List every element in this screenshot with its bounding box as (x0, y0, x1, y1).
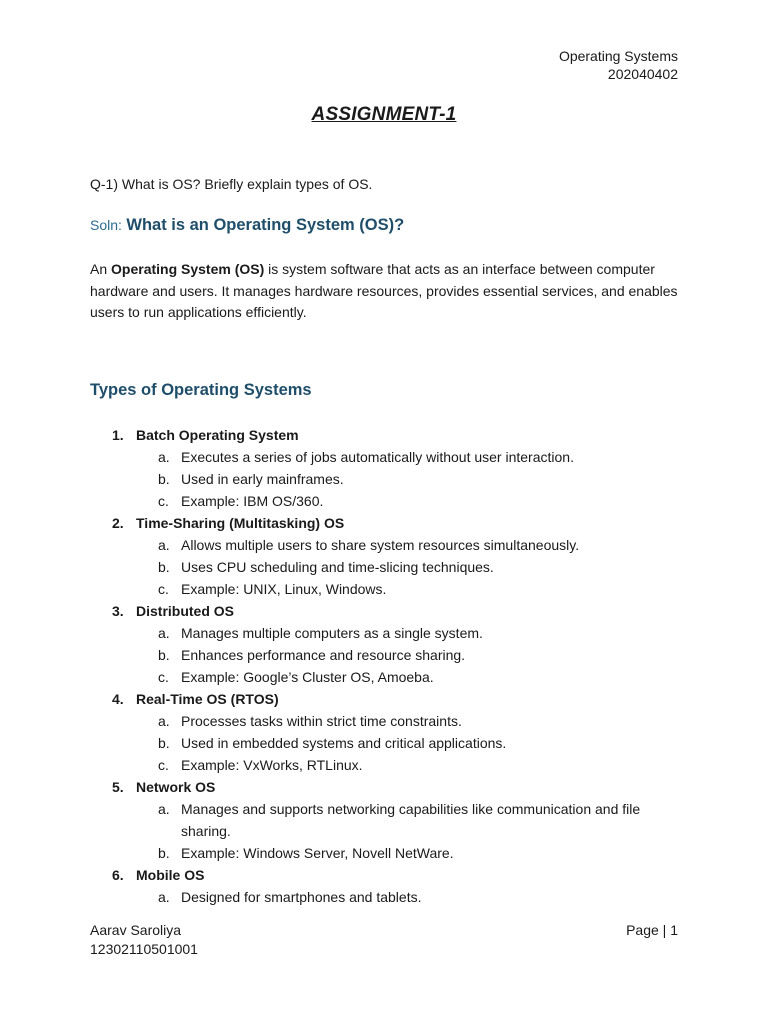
point-text: Executes a series of jobs automatically without user interaction. (181, 449, 574, 465)
point-text: Example: Google’s Cluster OS, Amoeba. (181, 669, 434, 685)
types-heading: Types of Operating Systems (90, 381, 312, 399)
os-type-title (90, 424, 690, 446)
header-subject: Operating Systems (558, 48, 678, 64)
os-type-name: Batch Operating System (136, 427, 299, 443)
os-type-title (90, 776, 690, 798)
os-type-number: 6. (112, 867, 124, 883)
point-letter: a. (158, 889, 170, 905)
question-text: Q-1) What is OS? Briefly explain types of OS. (90, 176, 373, 192)
os-type-title (90, 512, 690, 534)
point-letter: a. (158, 537, 170, 553)
list-item (90, 864, 690, 908)
os-type-point (90, 710, 690, 732)
intro-term: Operating System (OS) (111, 261, 265, 277)
point-text: Used in early mainframes. (181, 471, 344, 487)
point-text: Manages multiple computers as a single system. (181, 625, 483, 641)
point-text: Example: Windows Server, Novell NetWare. (181, 845, 454, 861)
os-type-title (90, 688, 690, 710)
os-type-point (90, 886, 690, 908)
os-type-point (90, 556, 690, 578)
assignment-title: ASSIGNMENT-1 (311, 104, 457, 125)
os-type-point (90, 666, 690, 688)
os-type-name: Distributed OS (136, 603, 235, 619)
list-item (90, 424, 690, 512)
point-letter: a. (158, 449, 170, 465)
footer-id: 12302110501001 (90, 941, 198, 957)
os-type-title (90, 864, 690, 886)
os-type-point (90, 732, 690, 754)
point-letter: c. (158, 757, 169, 773)
solution-title: What is an Operating System (OS)? (126, 216, 405, 234)
solution-heading (90, 216, 404, 235)
os-type-number: 3. (112, 603, 124, 619)
point-text: Example: VxWorks, RTLinux. (181, 757, 363, 773)
os-type-number: 1. (112, 427, 124, 443)
page-number: Page | 1 (626, 922, 678, 938)
point-text: Example: IBM OS/360. (181, 493, 324, 509)
os-type-point (90, 578, 690, 600)
point-text: Designed for smartphones and tablets. (181, 889, 422, 905)
point-letter: c. (158, 493, 169, 509)
point-letter: b. (158, 471, 170, 487)
footer-author-block (90, 921, 198, 959)
point-text: Manages and supports networking capabilities like communication and file sharing. (181, 801, 641, 839)
os-type-point (90, 446, 690, 468)
os-types-list (90, 424, 690, 908)
intro-rest: is system software that acts as an interface between computer hardware and users. It manages hardware resources, provides essential services, and enables users to run applications efficiently. (90, 261, 678, 320)
point-letter: c. (158, 669, 169, 685)
point-letter: a. (158, 713, 170, 729)
point-text: Enhances performance and resource sharing. (181, 647, 466, 663)
os-type-name: Mobile OS (136, 867, 205, 883)
os-type-number: 5. (112, 779, 124, 795)
list-item (90, 688, 690, 776)
os-type-point (90, 842, 690, 864)
os-type-name: Real-Time OS (RTOS) (136, 691, 279, 707)
point-letter: b. (158, 845, 170, 861)
list-item (90, 776, 690, 864)
os-type-point (90, 798, 690, 842)
point-letter: a. (158, 801, 170, 817)
os-type-point (90, 468, 690, 490)
point-text: Allows multiple users to share system resources simultaneously. (181, 537, 580, 553)
point-letter: b. (158, 647, 170, 663)
os-type-title (90, 600, 690, 622)
list-item (90, 512, 690, 600)
os-type-name: Network OS (136, 779, 216, 795)
point-text: Uses CPU scheduling and time-slicing techniques. (181, 559, 494, 575)
point-text: Used in embedded systems and critical applications. (181, 735, 507, 751)
intro-lead: An (90, 261, 112, 277)
header-code: 202040402 (607, 66, 678, 82)
point-text: Example: UNIX, Linux, Windows. (181, 581, 387, 597)
page-header (559, 47, 678, 83)
solution-prefix: Soln: (90, 217, 122, 233)
point-letter: c. (158, 581, 169, 597)
os-type-point (90, 490, 690, 512)
footer-author: Aarav Saroliya (90, 922, 182, 938)
os-type-name: Time-Sharing (Multitasking) OS (136, 515, 345, 531)
point-letter: b. (158, 735, 170, 751)
list-item (90, 600, 690, 688)
os-type-point (90, 622, 690, 644)
os-type-point (90, 644, 690, 666)
os-type-number: 4. (112, 691, 124, 707)
intro-paragraph (90, 259, 690, 324)
point-letter: b. (158, 559, 170, 575)
point-letter: a. (158, 625, 170, 641)
point-text: Processes tasks within strict time constraints. (181, 713, 462, 729)
os-type-point (90, 534, 690, 556)
os-type-point (90, 754, 690, 776)
os-type-number: 2. (112, 515, 124, 531)
